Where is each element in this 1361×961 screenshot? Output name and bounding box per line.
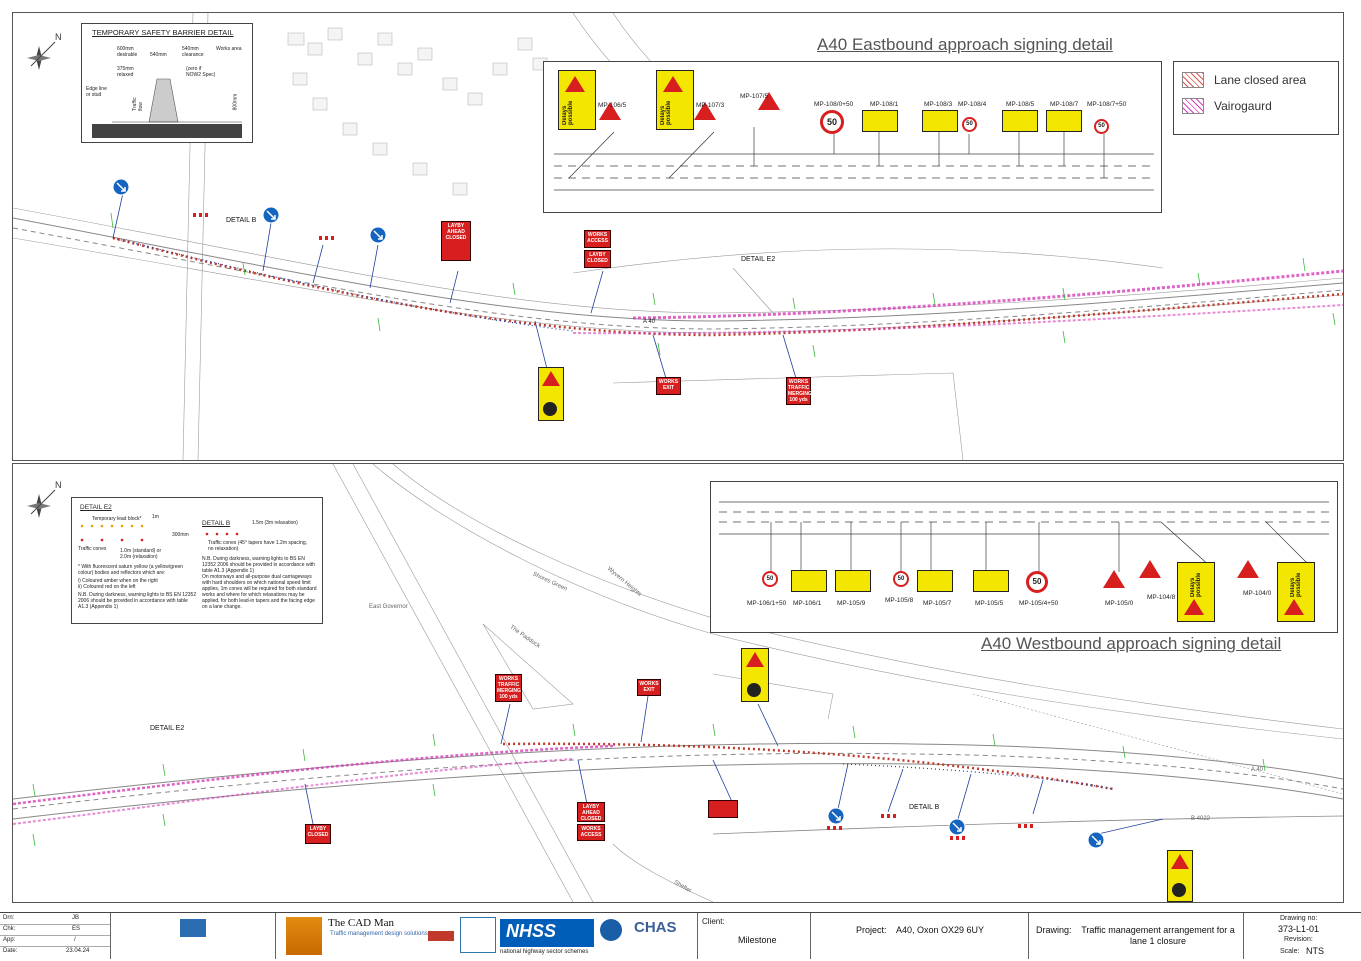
eastbound-panel bbox=[12, 12, 1344, 461]
place-label: Wyvern Heights bbox=[606, 566, 643, 598]
works-traffic-merging-sign: WORKS TRAFFIC MERGING 100 yds bbox=[497, 676, 521, 700]
barrier-detail-title: TEMPORARY SAFETY BARRIER DETAIL bbox=[92, 28, 234, 37]
approval-table: Drn: JB Chk: ES App: / Date: 23.04.24 bbox=[0, 913, 111, 959]
company-name: The CAD Man bbox=[328, 917, 394, 929]
marker-post-label: MP-107/5 bbox=[740, 93, 769, 100]
speed-limit-sign: 50 bbox=[1094, 119, 1109, 134]
speed-limit-sign: 50 bbox=[893, 571, 909, 587]
barrier-label: Works area bbox=[216, 46, 242, 52]
detail-e2-label: DETAIL E2 bbox=[150, 725, 185, 732]
barrier-label: Traffic flow bbox=[132, 97, 144, 111]
end-roadworks-sign bbox=[538, 367, 564, 421]
end-roadworks-sign bbox=[741, 648, 769, 702]
layby-ahead-closed-sign: LAYBY AHEAD CLOSED bbox=[441, 221, 471, 261]
westbound-signing-detail bbox=[710, 481, 1338, 633]
lane-closure-sign bbox=[835, 570, 871, 592]
place-label: Shores Green bbox=[531, 571, 568, 593]
detail-b-title: DETAIL B bbox=[202, 520, 231, 527]
nhss-logo: NHSS bbox=[500, 919, 594, 947]
delays-possible-sign: Delays possible bbox=[1277, 562, 1315, 622]
place-label: East Governor bbox=[369, 604, 408, 610]
marker-post-label: MP-105/4+50 bbox=[1019, 600, 1059, 607]
project-name: A40, Oxon OX29 6UY bbox=[896, 925, 985, 935]
drawing-number-cell: Drawing no: 373-L1-01 Revision: Scale: NTS bbox=[1278, 915, 1324, 956]
marker-post-label: MP-105/5 bbox=[975, 600, 1004, 607]
delays-possible-sign: Delays possible bbox=[1177, 562, 1215, 622]
lane-closure-sign bbox=[1046, 110, 1082, 132]
lane-closure-sign bbox=[922, 110, 958, 132]
speed-limit-sign: 50 bbox=[1026, 571, 1048, 593]
partner-logo-icon bbox=[180, 919, 206, 937]
lane-closure-sign bbox=[1002, 110, 1038, 132]
barrier-detail-box bbox=[81, 23, 253, 143]
drawing-cell: Drawing: Traffic management arrangement for a lane 1 closure bbox=[1030, 913, 1244, 959]
works-access-sign: WORKS ACCESS bbox=[584, 230, 611, 248]
marker-post-label: MP-108/3 bbox=[924, 101, 953, 108]
drawing-title: Traffic management arrangement for a lane 1 closure bbox=[1081, 925, 1235, 946]
detail-note: 1.5m (3m relaxation) bbox=[252, 520, 298, 526]
roadworks-triangle-icon bbox=[1103, 570, 1125, 588]
place-label: A 40 bbox=[1251, 767, 1264, 773]
chas-logo: CHAS bbox=[634, 919, 677, 936]
layby-closed-sign: LAYBY CLOSED bbox=[584, 250, 611, 268]
scale-value: NTS bbox=[1306, 946, 1324, 956]
dim-label: 300mm bbox=[172, 532, 189, 538]
marker-post-label: MP-108/5 bbox=[1006, 101, 1035, 108]
marker-post-label: MP-105/0 bbox=[1105, 600, 1134, 607]
layby-ahead-closed-sign: LAYBY AHEAD CLOSED bbox=[577, 802, 605, 822]
detail-e2-title: DETAIL E2 bbox=[80, 504, 112, 511]
accreditation-logo-icon bbox=[600, 919, 622, 941]
delays-possible-sign: Delays possible bbox=[558, 70, 596, 130]
detail-note: ii) Coloured red on the left bbox=[78, 584, 136, 590]
marker-post-label: MP-108/1 bbox=[870, 101, 899, 108]
barrier-shape-icon bbox=[82, 24, 252, 142]
marker-post-label: MP-106/1 bbox=[793, 600, 822, 607]
legend-item-vairogaurd: Vairogaurd bbox=[1182, 98, 1330, 114]
cad-man-logo-icon bbox=[286, 917, 322, 955]
lane-closure-sign bbox=[862, 110, 898, 132]
svg-text:N: N bbox=[55, 32, 62, 42]
westbound-carriageway-schematic bbox=[711, 482, 1337, 632]
drawing-number: 373-L1-01 bbox=[1278, 924, 1320, 934]
project-cell bbox=[810, 913, 1029, 959]
detail-note: N.B. During darkness, warning lights to BS EN 12352 2006 should be provided in accordance with table A1.3 (Appendix 1) bbox=[78, 592, 197, 610]
title-block bbox=[0, 912, 1361, 961]
detail-notes-box bbox=[71, 497, 323, 624]
nhss-caption: national highway sector schemes bbox=[500, 949, 589, 955]
marker-post-label: MP-105/7 bbox=[923, 600, 952, 607]
lane-closed-swatch bbox=[1182, 72, 1204, 88]
works-traffic-merging-sign: WORKS TRAFFIC MERGING 100 yds bbox=[788, 379, 812, 403]
keep-left-sign-icons bbox=[113, 179, 386, 243]
place-label: The Paddock bbox=[508, 624, 541, 650]
eastbound-title: A40 Eastbound approach signing detail bbox=[817, 35, 1113, 54]
detail-note: N.B. During darkness, warning lights to BS EN 12352 2006 should be provided in accordance with table A1.3 (Appendix 1) bbox=[202, 556, 315, 574]
detail-note: i) Coloured amber when on the right bbox=[78, 578, 158, 584]
client-cell: Client: Milestone bbox=[697, 913, 811, 959]
eastbound-signing-detail bbox=[543, 61, 1162, 213]
delays-possible-sign: Delays possible bbox=[656, 70, 694, 130]
detail-note: * With fluorescent saturn yellow (a yellow/green colour) bodies and reflectors which are: bbox=[78, 564, 184, 576]
detail-note: 1.0m (standard) or 2.0m (relaxation) bbox=[120, 548, 162, 560]
marker-post-label: MP-108/7 bbox=[1050, 101, 1079, 108]
company-tagline: Traffic management design solutions bbox=[330, 931, 428, 937]
lane-ahead-sign bbox=[708, 800, 738, 818]
legend-box bbox=[1173, 61, 1339, 135]
place-label: B 4022 bbox=[1191, 816, 1211, 822]
detail-note: Traffic cones (45° tapers have 1.2m spacing, no relaxation) bbox=[208, 540, 307, 552]
layby-closed-sign: LAYBY CLOSED bbox=[305, 824, 331, 844]
north-arrow-icon bbox=[27, 32, 62, 70]
marker-post-label: MP-106/1+50 bbox=[747, 600, 787, 607]
barrier-label: (zero if NOW2 Spec) bbox=[186, 66, 216, 78]
works-exit-sign: WORKS EXIT bbox=[637, 679, 661, 696]
barrier-label: 540mm clearance bbox=[182, 46, 204, 58]
marker-post-label: MP-108/4 bbox=[958, 101, 987, 108]
vairogaurd-swatch bbox=[1182, 98, 1204, 114]
detail-note: On motorways and all-purpose dual carriageways with hard shoulders on which national speed limit applies, 1m cones will be required for both standard works and where for which relaxations may be applied, for both lead-in tapers and the facing edge on a lane change. bbox=[202, 574, 317, 610]
marker-post-label: MP-107/3 bbox=[696, 102, 725, 109]
road-label: A 40 bbox=[643, 319, 656, 325]
barrier-label: 600mm desirable bbox=[117, 46, 138, 58]
detail-note: Traffic cones bbox=[78, 546, 107, 552]
detail-e2-label: DETAIL E2 bbox=[741, 256, 776, 263]
marker-post-label: MP-106/5 bbox=[598, 102, 627, 109]
speed-limit-sign: 50 bbox=[820, 110, 844, 134]
end-roadworks-sign bbox=[1167, 850, 1193, 902]
westbound-title: A40 Westbound approach signing detail bbox=[981, 634, 1282, 653]
barrier-label: Edge line or stud bbox=[86, 86, 107, 98]
legend-item-lane-closed: Lane closed area bbox=[1182, 72, 1330, 88]
barrier-label: 540mm bbox=[150, 52, 167, 58]
speed-limit-sign: 50 bbox=[962, 117, 977, 132]
roadworks-triangle-icon bbox=[1139, 560, 1161, 578]
barrier-label: 800mm bbox=[232, 93, 239, 111]
marker-post-label: MP-104/8 bbox=[1147, 594, 1176, 601]
marker-post-label: MP-108/0+50 bbox=[814, 101, 854, 108]
detail-b-label: DETAIL B bbox=[226, 217, 257, 224]
works-access-sign: WORKS ACCESS bbox=[577, 824, 605, 841]
detail-note: Temporary lead block* bbox=[92, 516, 142, 522]
marker-post-label: MP-105/8 bbox=[885, 597, 914, 604]
project-label: Project: bbox=[856, 925, 887, 935]
dim-label: 1m bbox=[152, 514, 159, 520]
svg-text:N: N bbox=[55, 480, 62, 490]
client-name: Milestone bbox=[738, 935, 777, 945]
marker-post-label: MP-104/0 bbox=[1243, 590, 1272, 597]
housing-blocks bbox=[288, 28, 547, 195]
lane-closure-sign bbox=[973, 570, 1009, 592]
barrier-label: 375mm relaxed bbox=[117, 66, 134, 78]
partner-logo-icon bbox=[428, 931, 454, 941]
works-exit-sign: WORKS EXIT bbox=[656, 377, 681, 395]
partner-logo-cell bbox=[110, 913, 276, 959]
westbound-panel bbox=[12, 463, 1344, 903]
place-label: Shelter bbox=[672, 879, 693, 895]
detail-b-label: DETAIL B bbox=[909, 804, 940, 811]
marker-post-label: MP-108/7+50 bbox=[1087, 101, 1127, 108]
north-arrow-icon bbox=[27, 480, 62, 518]
constructionline-logo-icon bbox=[460, 917, 496, 953]
eastbound-carriageway-schematic bbox=[544, 62, 1161, 212]
lane-closure-sign bbox=[791, 570, 827, 592]
speed-limit-sign: 50 bbox=[762, 571, 778, 587]
roadworks-triangle-icon bbox=[1237, 560, 1259, 578]
marker-post-label: MP-105/9 bbox=[837, 600, 866, 607]
lane-closure-sign bbox=[917, 570, 953, 592]
